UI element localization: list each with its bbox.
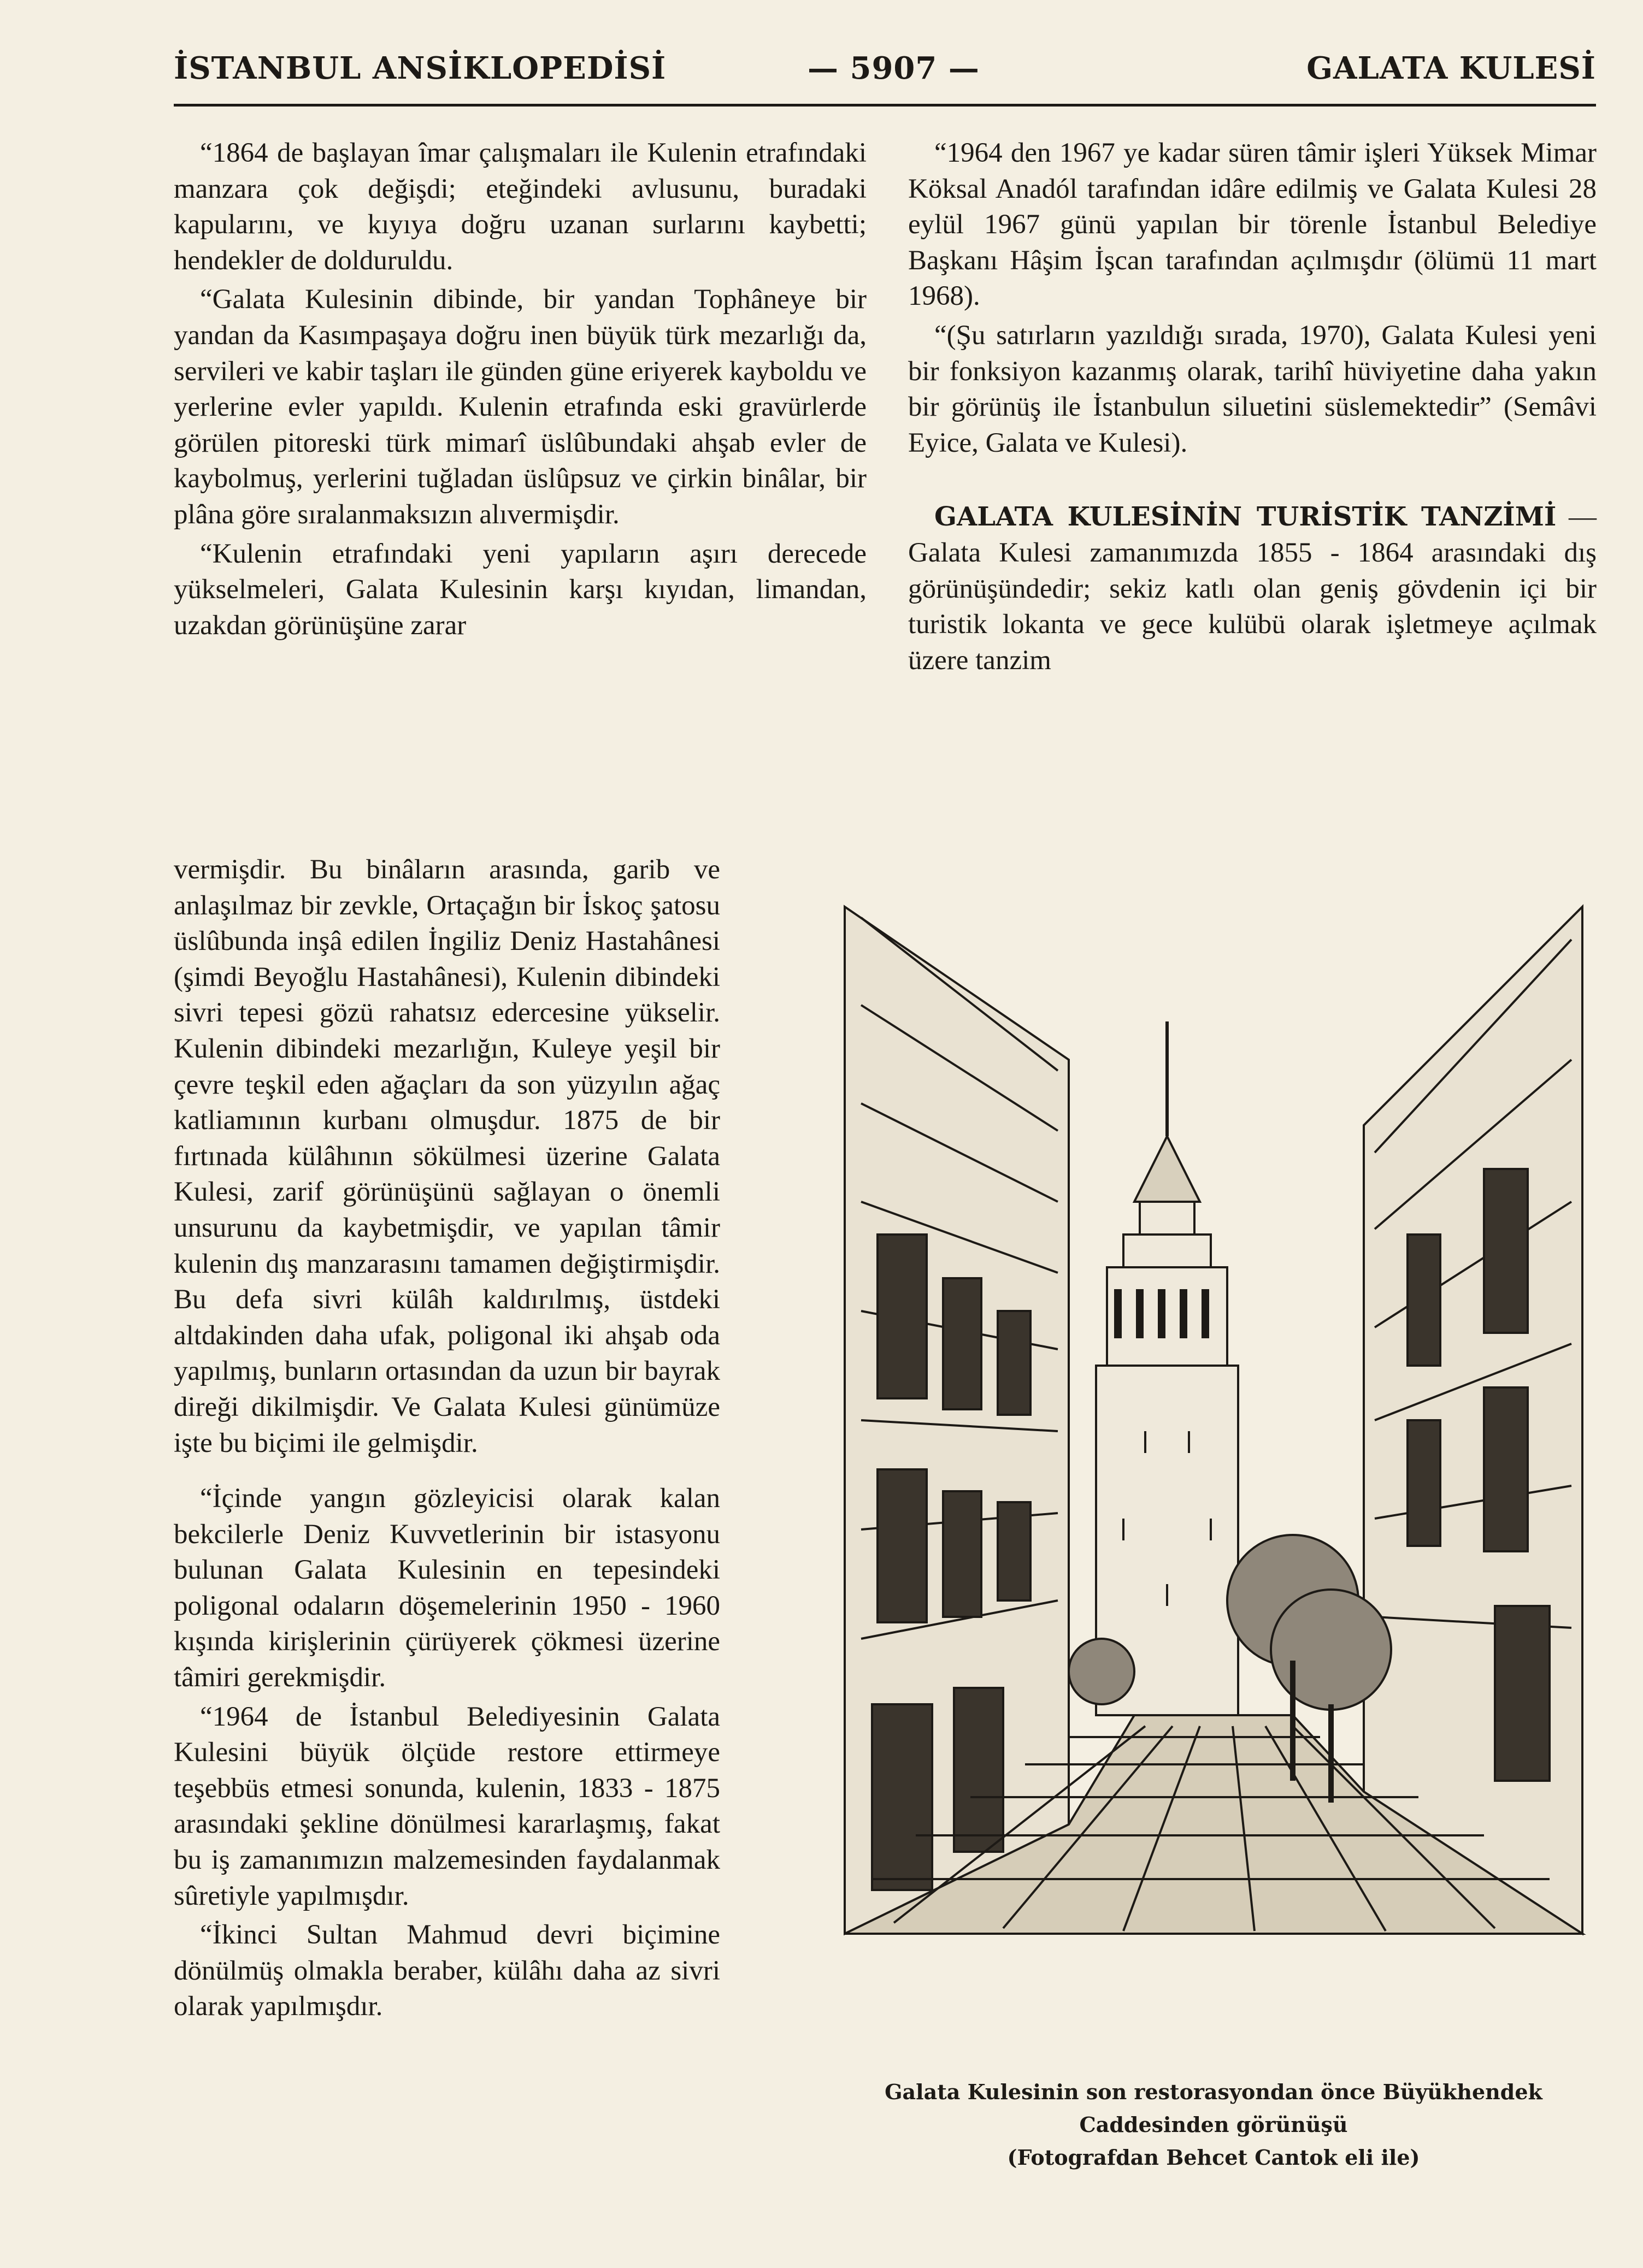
paragraph: “(Şu satırların yazıldığı sırada, 1970), Galata Kulesi yeni bir fonksiyon kazanmış olarak, tarihî hüviyetine daha yakın bir görünüş ile İstanbulun siluetini süslemektedir” (Semâvi Eyice, Galata ve Kulesi).	[908, 320, 1597, 458]
section-title: GALATA KULESİNİN TURİSTİK TANZİMİ	[934, 501, 1557, 533]
paragraph: “1864 de başlayan îmar çalışmaları ile Kulenin etrafındaki manzara çok değişdi; eteğindeki avlusunu, buradaki kapularını, ve kıyıya doğru uzanan surlarını kaybetti; hendekler de dolduruldu.	[174, 138, 867, 276]
page-number: — 5907 —	[808, 50, 980, 86]
paragraph: “Galata Kulesinin dibinde, bir yandan Tophâneye bir yandan da Kasımpaşaya doğru inen büyük türk mezarlığı da, servileri ve kabir taşları ile günden güne eriyerek kayboldu ve yerlerine evler yapıldı. Kulenin etrafında eski gravürlerde görülen pitoreski türk mimarî üslûbundaki ahşab evler de kaybolmuş, yerlerini tuğladan üslûpsuz ve çirkin binâlar, bir plâna göre sıralanmaksızın alıvermişdir.	[174, 284, 867, 530]
header-rule	[174, 104, 1596, 107]
caption-line: Caddesinden görünüşü	[1079, 2112, 1348, 2137]
caption-line: (Fotografdan Behcet Cantok eli ile)	[1007, 2145, 1420, 2170]
paragraph: “İçinde yangın gözleyicisi olarak kalan bekcilerle Deniz Kuvvetlerinin bir istasyonu bulunan Galata Kulesinin en tepesindeki poligonal odaların döşemelerinin 1950 - 1960 kışında kirişlerinin çürüyerek çökmesi üzerine tâmiri gerekmişdir.	[174, 1483, 720, 1693]
paragraph: “İkinci Sultan Mahmud devri biçimine dönülmüş olmakla beraber, külâhı daha az sivri olarak yapılmışdır.	[174, 1919, 720, 2022]
right-column	[908, 135, 1597, 682]
figure-caption	[839, 2076, 1588, 2174]
section-paragraph	[908, 499, 1597, 678]
running-head-title: İSTANBUL ANSİKLOPEDİSİ	[174, 50, 667, 86]
paragraph: “1964 den 1967 ye kadar süren tâmir işleri Yüksek Mimar Köksal Anadól tarafından idâre edilmiş ve Galata Kulesi 28 eylül 1967 günü yapılan bir törenle İstanbul Belediye Başkanı Hâşim İşcan tarafından açılmışdır (ölümü 11 mart 1968).	[908, 138, 1597, 312]
galata-tower-street-drawing-icon	[839, 896, 1588, 2059]
left-column-narrow	[174, 852, 839, 2028]
left-column	[174, 135, 867, 647]
paragraph: “Kulenin etrafındaki yeni yapıların aşırı derecede yükselmeleri, Galata Kulesinin karşı kıyıdan, limandan, uzakdan görünüşüne zarar	[174, 538, 867, 641]
caption-line: Galata Kulesinin son restorasyondan önce Büyükhendek	[885, 2080, 1542, 2104]
running-head-entry: GALATA KULESİ	[1306, 50, 1596, 86]
paragraph: “1964 de İstanbul Belediyesinin Galata Kulesini büyük ölçüde restore ettirmeye teşebbüs etmesi sonunda, kulenin, 1833 - 1875 arasındaki şekline dönülmesi kararlaşmış, fakat bu iş zamanımızın malzemesinden faydalanmak sûretiyle yapılmışdır.	[174, 1701, 720, 1911]
section-body: — Galata Kulesi zamanımızda 1855 - 1864 arasındaki dış görünüşündedir; sekiz katlı olan geniş gövdenin içi bir turistik lokanta ve gece kulübü olarak işletmeye açılmak üzere tanzim	[908, 501, 1597, 676]
paragraph: vermişdir. Bu binâların arasında, garib ve anlaşılmaz bir zevkle, Ortaçağın bir İskoç şatosu üslûbunda inşâ edilen İngiliz Deniz Hastahânesi (şimdi Beyoğlu Hastahânesi), Kulenin dibindeki sivri tepesi gözü rahatsız edercesine yükselir. Kulenin dibindeki mezarlığın, Kuleye yeşil bir çevre teşkil eden ağaçları da son yüzyılın ağaç katliamının kurbanı olmuşdur. 1875 de bir fırtınada külâhının sökülmesi üzerine Galata Kulesi, zarif görünüşünü sağlayan o önemli unsurunu da kaybetmişdir, ve yapılan tâmir kulenin dış manzarasını tamamen değiştirmişdir. Bu defa sivri külâh kaldırılmış, üstdeki altdakinden daha ufak, poligonal iki ahşab oda yapılmış, bunların ortasından da uzun bir bayrak direği dikilmişdir. Ve Galata Kulesi günümüze işte bu biçimi ile gelmişdir.	[174, 854, 720, 1458]
